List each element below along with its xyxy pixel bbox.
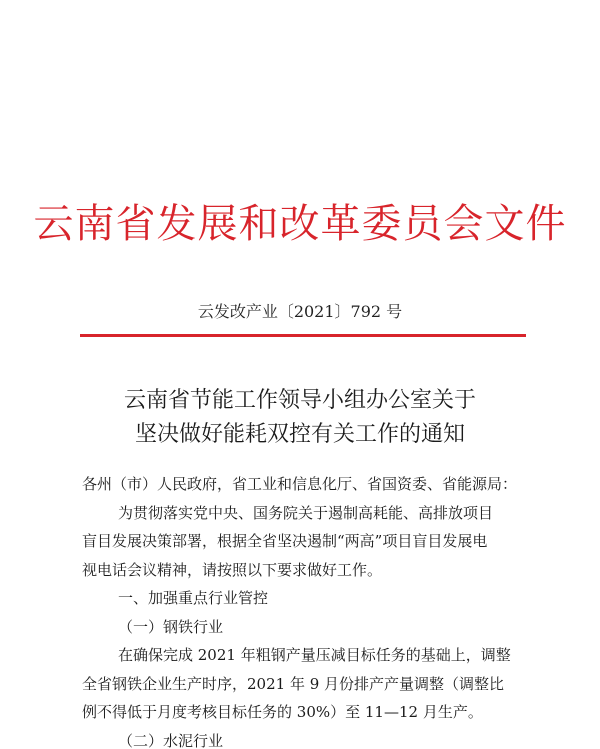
body-paragraph-line: 全省钢铁企业生产时序，2021 年 9 月份排产产量调整（调整比 — [82, 674, 505, 693]
red-divider-rule — [80, 334, 526, 337]
section-heading: 一、加强重点行业管控 — [118, 589, 269, 607]
notice-title — [0, 384, 600, 452]
body-paragraph-line: 例不得低于月度考核目标任务的 30%）至 11—12 月生产。 — [82, 703, 483, 721]
body-paragraph-line: 盲目发展决策部署，根据全省坚决遏制“两高”项目盲目发展电 — [82, 532, 488, 550]
notice-body — [82, 470, 526, 749]
notice-title-line-2: 坚决做好能耗双控有关工作的通知 — [134, 422, 465, 447]
addressee-line: 各州（市）人民政府，省工业和信息化厅、省国资委、省能源局： — [82, 475, 518, 493]
body-paragraph-line: 视电话会议精神，请按照以下要求做好工作。 — [82, 560, 383, 579]
document-number: 云发改产业〔2021〕792 号 — [197, 302, 403, 321]
body-paragraph-line: 在确保完成 2021 年粗钢产量压减目标任务的基础上，调整 — [118, 646, 511, 664]
issuer-header-title: 云南省发展和改革委员会文件 — [33, 201, 567, 247]
body-paragraph-line: 为贯彻落实党中央、国务院关于遏制高耗能、高排放项目 — [118, 503, 494, 522]
notice-title-line-1: 云南省节能工作领导小组办公室关于 — [123, 388, 476, 413]
subsection-heading: （一）钢铁行业 — [118, 617, 224, 636]
subsection-heading: （二）水泥行业 — [118, 731, 224, 749]
